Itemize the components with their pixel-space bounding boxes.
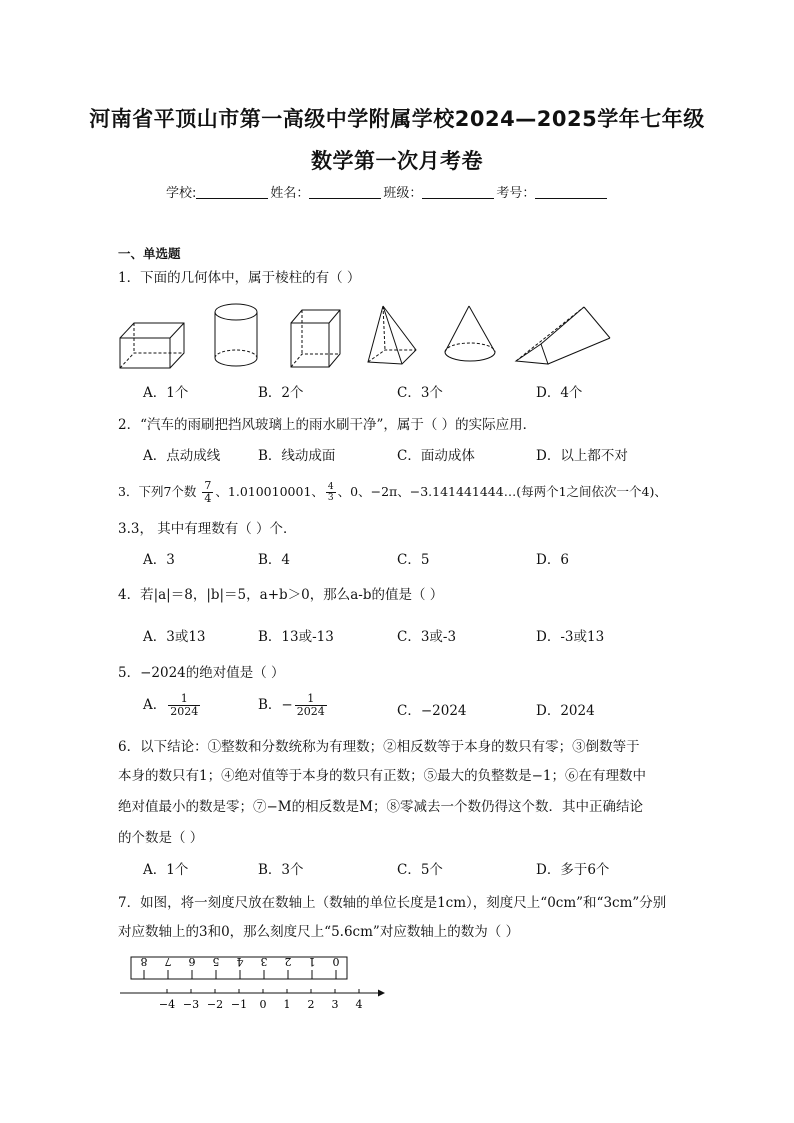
axis-tick-label: 1 xyxy=(283,998,291,1011)
section-title: 一、单选题 xyxy=(118,246,181,261)
q6-stem-line4: 的个数是（ ） xyxy=(118,830,204,846)
q3-stem-mid: 、1.010010001、 xyxy=(215,484,324,499)
axis-tick-label: 3 xyxy=(331,998,339,1011)
q5-option-b-fraction: $\frac{1}{2024}$ xyxy=(296,692,325,718)
ruler-tick-label: 6 xyxy=(188,955,196,968)
q2-option-d[interactable]: D．以上都不对 xyxy=(536,448,628,464)
q5-stem: 5．−2024的绝对值是（ ） xyxy=(118,665,285,681)
ruler-tick-label: 8 xyxy=(140,955,148,968)
axis-tick-label: −2 xyxy=(206,998,224,1011)
axis-tick-label: −3 xyxy=(182,998,200,1011)
q5-option-d[interactable]: D．2024 xyxy=(536,703,595,719)
q5-option-a-fraction: $\frac{1}{2024}$ xyxy=(170,692,199,718)
q3-fraction-7-4: $\frac{7}{4}$ xyxy=(204,479,212,505)
q2-option-c[interactable]: C．面动成体 xyxy=(397,448,475,464)
q4-option-c[interactable]: C．3或-3 xyxy=(397,629,457,645)
q4-option-a[interactable]: A．3或13 xyxy=(143,629,206,645)
q6-stem-line2: 本身的数只有1；④绝对值等于本身的数只有正数；⑤最大的负整数是−1；⑥在有理数中 xyxy=(118,768,646,784)
axis-tick-label: −4 xyxy=(158,998,176,1011)
q3-stem-prefix: 3．下列7个数 xyxy=(118,484,197,499)
q3-stem-suffix: 、0、−2π、−3.141441444…(每两个1之间依次一个4)、 xyxy=(337,484,667,499)
q2-option-a[interactable]: A．点动成线 xyxy=(143,448,221,464)
number-axis-arrow xyxy=(378,990,385,997)
q5-option-a-label: A． xyxy=(143,697,167,713)
q6-stem-line3: 绝对值最小的数是零；⑦−M的相反数是M；⑧零减去一个数仍得这个数．其中正确结论 xyxy=(118,799,643,815)
q7-stem-line2: 对应数轴上的3和0，那么刻度尺上“5.6cm”对应数轴上的数为（ ） xyxy=(118,924,520,940)
ruler-tick-label: 3 xyxy=(260,955,268,968)
q5-option-c[interactable]: C．−2024 xyxy=(397,703,467,719)
ruler-tick-label: 2 xyxy=(284,955,292,968)
ruler-tick-label: 7 xyxy=(164,955,172,968)
q4-option-d[interactable]: D．-3或13 xyxy=(536,629,605,645)
q3-fraction-4-3: $\frac{4}{3}$ xyxy=(327,482,334,503)
axis-tick-label: −1 xyxy=(230,998,248,1011)
q3-stem-line2: 3.3， 其中有理数有（ ）个． xyxy=(118,521,297,537)
q5-option-b-label: B．− xyxy=(258,697,293,713)
q4-stem: 4．若|a|＝8，|b|＝5，a+b＞0，那么a-b的值是（ ） xyxy=(118,587,444,603)
q1-option-d[interactable]: D．4个 xyxy=(536,385,583,401)
exam-title-line2: 数学第一次月考卷 xyxy=(311,149,483,173)
q2-option-b[interactable]: B．线动成面 xyxy=(258,448,336,464)
ruler-tick-label: 4 xyxy=(236,955,244,968)
q1-option-a[interactable]: A．1个 xyxy=(143,385,189,401)
axis-tick-label: 2 xyxy=(307,998,315,1011)
q6-option-c[interactable]: C．5个 xyxy=(397,862,443,878)
q7-stem-line1: 7．如图，将一刻度尺放在数轴上（数轴的单位长度是1cm），刻度尺上“0cm”和“3cm”分别 xyxy=(118,895,667,911)
q3-option-b[interactable]: B．4 xyxy=(258,552,291,568)
q3-option-c[interactable]: C．5 xyxy=(397,552,430,568)
axis-tick-label: 4 xyxy=(355,998,363,1011)
q6-option-b[interactable]: B．3个 xyxy=(258,862,304,878)
q3-option-d[interactable]: D．6 xyxy=(536,552,569,568)
q1-stem: 1．下面的几何体中，属于棱柱的有（ ） xyxy=(118,270,361,286)
ruler-tick-label: 0 xyxy=(332,955,340,968)
q6-option-d[interactable]: D．多于6个 xyxy=(536,862,610,878)
exam-title-line1: 河南省平顶山市第一高级中学附属学校2024—2025学年七年级 xyxy=(89,107,705,131)
name-label: 姓名： xyxy=(270,186,310,201)
q2-stem: 2．“汽车的雨刷把挡风玻璃上的雨水刷干净”，属于（ ）的实际应用． xyxy=(118,417,537,433)
axis-tick-label: 0 xyxy=(259,998,267,1011)
exam-number-label: 考号： xyxy=(496,186,536,201)
school-label: 学校: xyxy=(166,186,197,201)
ruler-tick-label: 5 xyxy=(212,955,220,968)
class-label: 班级： xyxy=(383,186,423,201)
q1-option-b[interactable]: B．2个 xyxy=(258,385,304,401)
q1-option-c[interactable]: C．3个 xyxy=(397,385,443,401)
q3-option-a[interactable]: A．3 xyxy=(143,552,175,568)
q4-option-b[interactable]: B．13或-13 xyxy=(258,629,334,645)
ruler-tick-label: 1 xyxy=(308,955,316,968)
q6-option-a[interactable]: A．1个 xyxy=(143,862,189,878)
q6-stem-line1: 6．以下结论：①整数和分数统称为有理数；②相反数等于本身的数只有零；③倒数等于 xyxy=(118,739,640,755)
